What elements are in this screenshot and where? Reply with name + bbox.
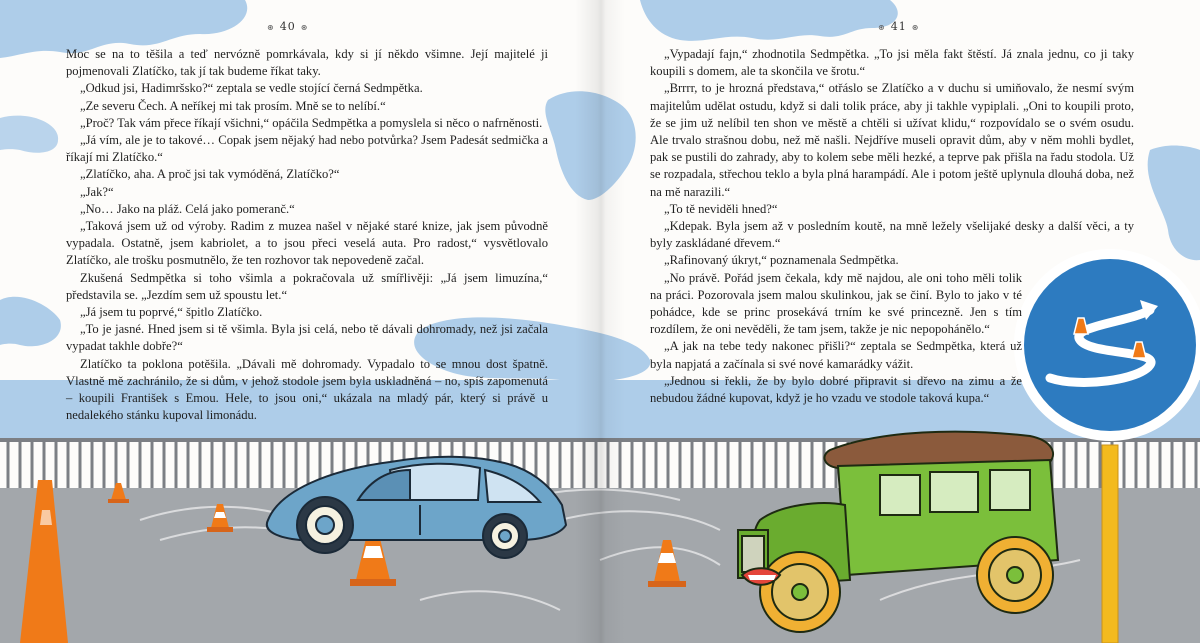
page-number-value: 40 xyxy=(279,20,296,33)
paragraph: „Já jsem tu poprvé,“ špitlo Zlatíčko. xyxy=(80,305,263,320)
left-page xyxy=(0,0,600,435)
paragraph: „Jednou si řekli, že by bylo dobré připravit si dřevo na zimu a že nebudou žádné kupovat, když je ho vzadu ve stodole taková kupa.“ xyxy=(650,373,1022,406)
paragraph: „Kdepak. Byla jsem až v posledním koutě, na mně ležely všelijaké desky a další věci, a ty byly zaskládané dřevem.“ xyxy=(650,219,1134,251)
paragraph: „Ze severu Čech. A neříkej mi tak prosím. Mně se to nelíbí.“ xyxy=(80,98,386,113)
left-page-text xyxy=(66,46,548,424)
paragraph: „Zlatíčko, aha. A proč jsi tak vymóděná, Zlatíčko?“ xyxy=(80,167,340,182)
paragraph: „A jak na tebe tedy nakonec přišli?“ zeptala se Sedmpětka, která už byla napjatá a začínala si své nové kamarádky vážit. xyxy=(650,339,1022,371)
right-page-text xyxy=(650,46,1134,407)
sign-pole xyxy=(1102,445,1118,643)
ornament-icon: ⊛ xyxy=(911,23,920,32)
paragraph: „Jak?“ xyxy=(80,184,114,199)
paragraph: „Vypadají fajn,“ zhodnotila Sedmpětka. „To jsi měla fakt štěstí. Já znala jednu, co ji taky koupili s domem, ale ta skončila ve šrotu.“ xyxy=(650,47,1134,79)
paragraph: „Proč? Tak vám přece říkají všichni,“ opáčila Sedmpětka a pomyslela si něco o nafrněnosti. xyxy=(80,115,543,130)
ornament-icon: ⊛ xyxy=(300,23,309,32)
page-number-right xyxy=(873,20,924,33)
paragraph: Zkušená Sedmpětka si toho všimla a pokračovala už smířlivěji: „Já jsem limuzína,“ představila se. „Jezdím sem už spoustu let.“ xyxy=(66,270,548,302)
ornament-icon: ⊛ xyxy=(267,23,275,32)
paragraph: Zlatíčko ta poklona potěšila. „Dávali mě dohromady. Vypadalo to se mnou dost špatně. Vlastně mě zachránilo, že si dům, v jehož stodole jsem byla uskladněná – no, spíš zapomenutá – koupili František s Emou. Hele, to jsou oni,“ ukázala na mladý pár, který si právě u nedalekého stánku kupoval limonádu. xyxy=(66,356,548,423)
right-page xyxy=(600,0,1200,435)
paragraph: „Brrrr, to je hrozná představa,“ otřáslo se Zlatíčko a v duchu si umiňovalo, že nesmí svým majitelům udělat ostudu, když si dali tolik práce, aby ji takhle vypiplali. „Oni to koupili proto, že se jim už nelíbil ten shon ve městě a chtěli si užívat klidu,“ rozpovídalo se o svém osudu. Ale trvalo strašnou dobu, než mě našli. Nejdříve museli opravit dům, aby v něm mohli bydlet, pak se pustili do zahrady, aby to kolem sebe měli hezké, a teprve pak přišla na řadu stodola. Už se rozpadala, střechou teklo a byla plná harampádí. Ale i potom ještě uplynula dlouhá doba, než na mě narazili.“ xyxy=(650,81,1134,199)
paragraph: Moc se na to těšila a teď nervózně pomrkávala, kdy si jí někdo všimne. Její majitelé ji pojmenovali Zlatíčko, tak jí tak budeme říkat taky. xyxy=(66,47,548,79)
paragraph: „To tě neviděli hned?“ xyxy=(664,201,778,216)
paragraph: „Taková jsem už od výroby. Radim z muzea našel v nějaké staré knize, jak jsem původně vypadala. Ostatně, jsem kabriolet, a to jsou přeci veselá auta. Pro radost,“ vysvětlovalo Zlatíčko, ale trošku posmutnělo, že ten rozhovor tak nepovedeně začal. xyxy=(66,219,548,268)
paragraph: „Odkud jsi, Hadimršsko?“ zeptala se vedle stojící černá Sedmpětka. xyxy=(80,81,423,96)
page-number-left xyxy=(262,20,313,33)
ornament-icon: ⊛ xyxy=(878,23,886,32)
paragraph: „No… Jako na pláž. Celá jako pomeranč.“ xyxy=(80,201,295,216)
page-number-value: 41 xyxy=(890,20,907,33)
paragraph: „No právě. Pořád jsem čekala, kdy mě najdou, ale oni toho měli tolik na práci. Pozorovala jsem malou skulinkou, jak se činí. Bylo to jako v té pohádce, kde se princ prosekává trním ke své princezně. Jen s tím rozdílem, že oni nevěděli, že tam jsem, takže je nic nepopohánělo.“ xyxy=(650,270,1022,337)
paragraph: „To je jasné. Hned jsem si tě všimla. Byla jsi celá, nebo tě dávali dohromady, než jsi začala vypadat takhle dobře?“ xyxy=(66,322,548,354)
paragraph: „Rafinovaný úkryt,“ poznamenala Sedmpětka. xyxy=(664,253,899,268)
paragraph: „Já vím, ale je to takové… Copak jsem nějaký had nebo potvůrka? Jsem Padesát sedmička a říkají mi Zlatíčko.“ xyxy=(66,133,548,165)
